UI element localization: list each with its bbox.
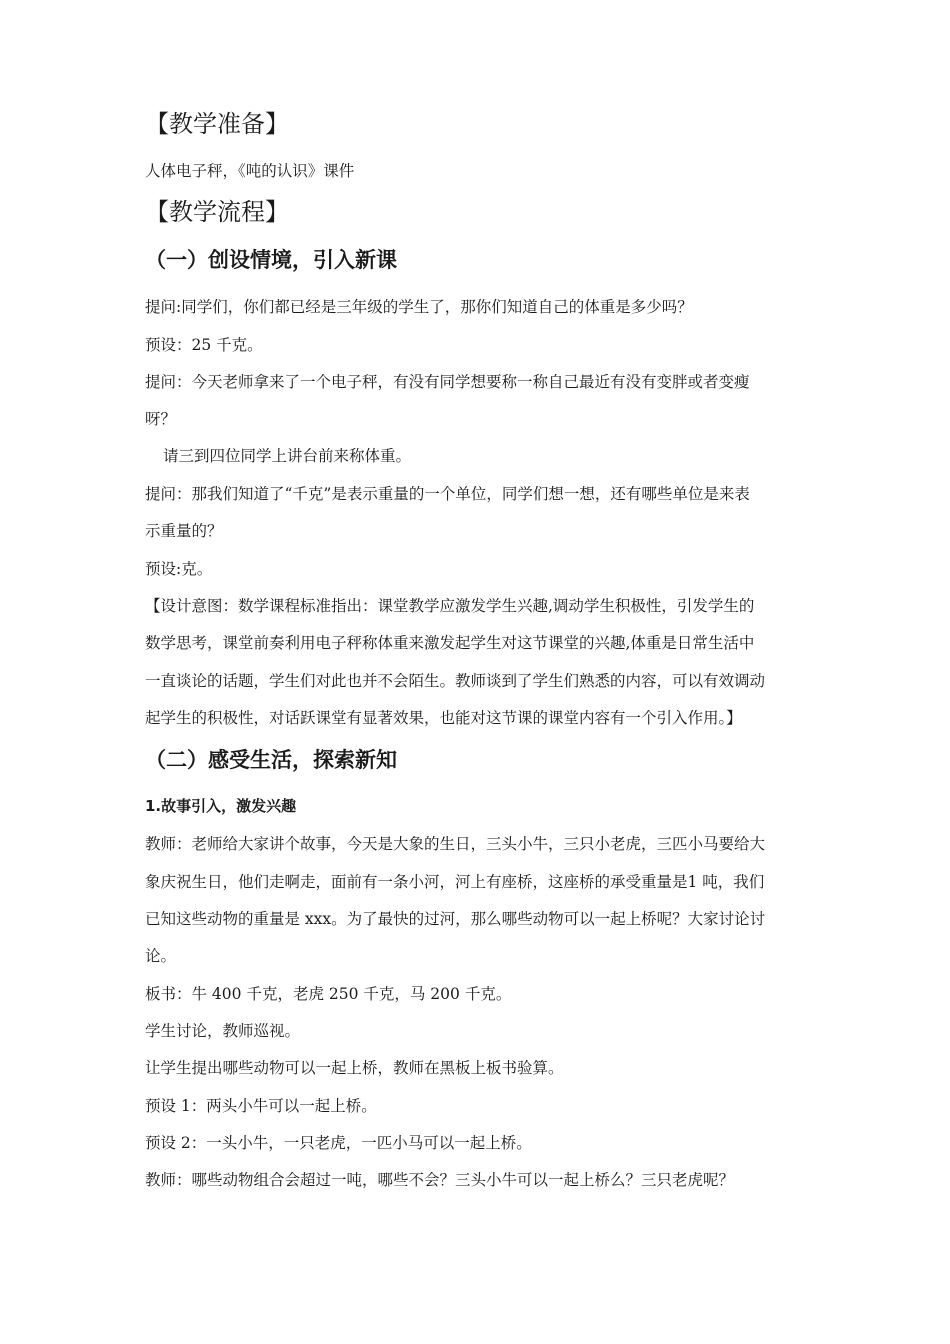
paragraph-line: 请三到四位同学上讲台前来称体重。 xyxy=(163,447,412,465)
design-intent-line: 【设计意图：数学课程标准指出：课堂教学应激发学生兴趣,调动学生积极性，引发学生的 xyxy=(145,597,755,615)
paragraph-line: 已知这些动物的重量是 xxx。为了最快的过河，那么哪些动物可以一起上桥呢？大家讨论讨 xyxy=(145,910,766,928)
paragraph-line: 预设:克。 xyxy=(145,560,213,578)
prep-heading: 【教学准备】 xyxy=(145,110,289,138)
paragraph-line: 预设：25 千克。 xyxy=(145,336,263,354)
design-intent-line: 数学思考，课堂前奏利用电子秤称体重来激发起学生对这节课堂的兴趣,体重是日常生活中 xyxy=(145,634,755,652)
paragraph-line: 提问:同学们，你们都已经是三年级的学生了，那你们知道自己的体重是多少吗？ xyxy=(145,298,693,316)
paragraph-line: 教师：哪些动物组合会超过一吨，哪些不会？三头小牛可以一起上桥么？三只老虎呢？ xyxy=(145,1171,735,1189)
flow-heading: 【教学流程】 xyxy=(145,198,289,226)
paragraph-line: 预设 2：一头小牛，一只老虎，一匹小马可以一起上桥。 xyxy=(145,1134,532,1152)
paragraph-line: 呀？ xyxy=(145,410,177,428)
prep-text: 人体电子秤，《吨的认识》课件 xyxy=(145,162,355,180)
paragraph-line: 板书：牛 400 千克，老虎 250 千克，马 200 千克。 xyxy=(145,985,512,1003)
paragraph-line: 论。 xyxy=(145,947,177,965)
paragraph-line: 学生讨论，教师巡视。 xyxy=(145,1022,301,1040)
paragraph-line: 预设 1：两头小牛可以一起上桥。 xyxy=(145,1097,377,1115)
paragraph-line: 让学生提出哪些动物可以一起上桥，教师在黑板上板书验算。 xyxy=(145,1059,564,1077)
design-intent-line: 一直谈论的话题，学生们对此也并不会陌生。教师谈到了学生们熟悉的内容，可以有效调动 xyxy=(145,672,766,690)
part1-heading: （一）创设情境，引入新课 xyxy=(145,247,397,272)
paragraph-line: 示重量的？ xyxy=(145,522,223,540)
sub1-heading: 1.故事引入，激发兴趣 xyxy=(145,797,297,815)
paragraph-line: 教师：老师给大家讲个故事，今天是大象的生日，三头小牛，三只小老虎，三匹小马要给大 xyxy=(145,835,766,853)
paragraph-line: 提问：今天老师拿来了一个电子秤，有没有同学想要称一称自己最近有没有变胖或者变瘦 xyxy=(145,373,750,391)
design-intent-line: 起学生的积极性，对话跃课堂有显著效果，也能对这节课的课堂内容有一个引入作用。】 xyxy=(145,709,742,727)
paragraph-line: 象庆祝生日，他们走啊走，面前有一条小河，河上有座桥，这座桥的承受重量是1 吨，我们 xyxy=(145,873,765,891)
part2-heading: （二）感受生活，探索新知 xyxy=(145,747,397,772)
paragraph-line: 提问：那我们知道了“千克”是表示重量的一个单位，同学们想一想，还有哪些单位是来表 xyxy=(145,485,750,503)
